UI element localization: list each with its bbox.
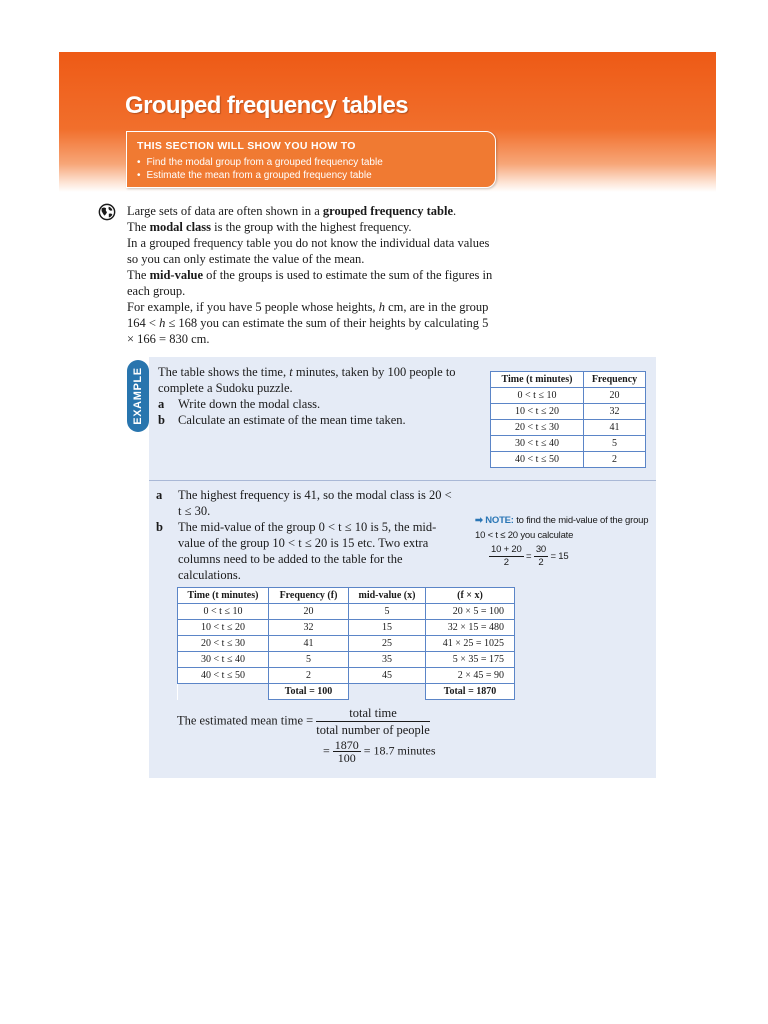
part-text: Calculate an estimate of the mean time taken. [178,413,406,427]
table-row [178,668,515,684]
table-row [178,620,515,636]
cell-time: 30 < t ≤ 40 [491,436,584,452]
intro-paragraph: In a grouped frequency table you do not know the individual data values so you can only estimate the value of the mean. [127,236,490,266]
term-mid-value: mid-value [149,268,204,282]
intro-text-run: of the groups is used to estimate the sum of the figures in each group. [127,268,493,298]
cell-frequency: 5 [584,436,646,452]
fraction [333,739,361,764]
cell-frequency: 2 [584,452,646,468]
mean-result-value: = 18.7 minutes [363,743,436,758]
fraction-numerator: 10 + 20 [491,544,522,555]
cell-time: 0 < t ≤ 10 [178,604,269,620]
cell-frequency: 20 [584,388,646,404]
solution-part-a [156,487,456,519]
table-row [491,436,646,452]
fraction-numerator: total time [316,705,430,722]
total-frequency: Total = 100 [269,684,349,700]
table-row [491,452,646,468]
cell-product: 41 × 25 = 1025 [426,636,515,652]
cell-mid-value: 15 [349,620,426,636]
objectives-list [137,156,495,182]
note-result: = 15 [550,551,569,563]
cell-frequency: 41 [269,636,349,652]
table-row [178,604,515,620]
note-text: to find the mid-value of the group 10 < t ≤ 20 you calculate [475,515,649,541]
frequency-table [490,371,646,468]
part-text: Write down the modal class. [178,397,321,411]
equals-sign: = [526,551,532,563]
table-header-row [491,372,646,388]
cell-frequency: 2 [269,668,349,684]
cell-frequency: 20 [269,604,349,620]
solution-text [156,487,456,583]
mean-formula [177,705,430,738]
intro-text-run: is the group with the highest frequency. [211,220,412,234]
equals-sign: = [323,743,330,758]
variable-t: t [289,365,293,379]
solution-part-b [156,519,456,583]
objective-item: • Find the modal group from a grouped frequency table [137,156,495,169]
fraction-denominator: 2 [503,557,509,568]
mean-label: The estimated mean time = [177,713,314,728]
intro-text-run: Large sets of data are often shown in a [127,204,323,218]
part-label: b [158,413,165,427]
cell-time: 10 < t ≤ 20 [491,404,584,420]
example-question [158,364,478,428]
cell-time: 40 < t ≤ 50 [491,452,584,468]
section-objectives-box [126,131,496,188]
cell-frequency: 41 [584,420,646,436]
fraction-numerator: 30 [535,544,546,555]
cell-time: 40 < t ≤ 50 [178,668,269,684]
intro-text-run: The [127,268,150,282]
objectives-heading: THIS SECTION WILL SHOW YOU HOW TO [137,140,356,152]
page-title: Grouped frequency tables [125,92,408,119]
cell-product: 32 × 15 = 480 [426,620,515,636]
cell-frequency: 32 [269,620,349,636]
arrow-right-icon: ➡ [475,515,483,526]
cell-product: 5 × 35 = 175 [426,652,515,668]
cell-mid-value: 45 [349,668,426,684]
total-product: Total = 1870 [426,684,515,700]
cell-time: 20 < t ≤ 30 [178,636,269,652]
cell-mid-value: 5 [349,604,426,620]
question-text-run: minutes, taken by 100 people to complete a Sudoku puzzle. [158,365,456,395]
objective-item: • Estimate the mean from a grouped frequency table [137,169,495,182]
variable-h: h [378,300,385,314]
header-frequency: Frequency [584,372,646,388]
example-tab-label: EXAMPLE [132,367,144,425]
cell-time: 30 < t ≤ 40 [178,652,269,668]
table-row [491,404,646,420]
fraction [489,544,524,569]
calculation-table [177,587,515,700]
term-grouped-frequency-table: grouped frequency table [322,204,453,218]
part-text: The mid-value of the group 0 < t ≤ 10 is 5, the mid-value of the group 10 < t ≤ 20 is 15 etc. Two extra columns need to be added to the table for the calculations. [178,520,437,582]
part-label: a [156,488,163,502]
note-box [475,513,650,569]
intro-text-run: cm, are in the group 164 < [127,300,489,330]
term-modal-class: modal class [149,220,212,234]
part-label: a [158,397,165,411]
empty-cell [349,684,426,700]
cell-time: 10 < t ≤ 20 [178,620,269,636]
mean-result [323,739,436,764]
question-text-run: The table shows the time, [158,365,290,379]
intro-text-run: . [453,204,457,218]
header-time: Time (t minutes) [178,588,269,604]
example-divider [149,480,656,481]
table-row [491,420,646,436]
header-time: Time (t minutes) [491,372,584,388]
intro-text-run: For example, if you have 5 people whose heights, [127,300,379,314]
cell-frequency: 5 [269,652,349,668]
fraction-denominator: total number of people [316,723,430,737]
example-tab [127,360,149,432]
globe-icon [98,203,116,221]
part-text: The highest frequency is 41, so the modal class is 20 < t ≤ 30. [178,488,452,518]
table-header-row [178,588,515,604]
table-total-row [178,684,515,700]
fraction [316,705,430,738]
cell-product: 20 × 5 = 100 [426,604,515,620]
cell-time: 20 < t ≤ 30 [491,420,584,436]
cell-time: 0 < t ≤ 10 [491,388,584,404]
header-f-times-x: (f × x) [426,588,515,604]
part-label: b [156,520,163,534]
cell-mid-value: 25 [349,636,426,652]
table-row [178,636,515,652]
question-part-b [158,412,478,428]
empty-cell [178,684,269,700]
intro-text-run: The [127,220,150,234]
note-keyword: NOTE: [485,515,514,526]
variable-h: h [159,316,166,330]
cell-frequency: 32 [584,404,646,420]
header-mid-value: mid-value (x) [349,588,426,604]
fraction-denominator: 2 [538,557,544,568]
cell-mid-value: 35 [349,652,426,668]
table-row [491,388,646,404]
fraction [534,544,548,569]
cell-product: 2 × 45 = 90 [426,668,515,684]
table-row [178,652,515,668]
question-part-a [158,396,478,412]
fraction-denominator: 100 [337,751,356,765]
intro-text [127,203,497,347]
note-calculation [489,544,650,569]
header-frequency: Frequency (f) [269,588,349,604]
intro-text-run: ≤ 168 you can estimate the sum of their heights by calculating 5 × 166 = 830 cm. [127,316,489,346]
fraction-numerator: 1870 [334,738,359,752]
